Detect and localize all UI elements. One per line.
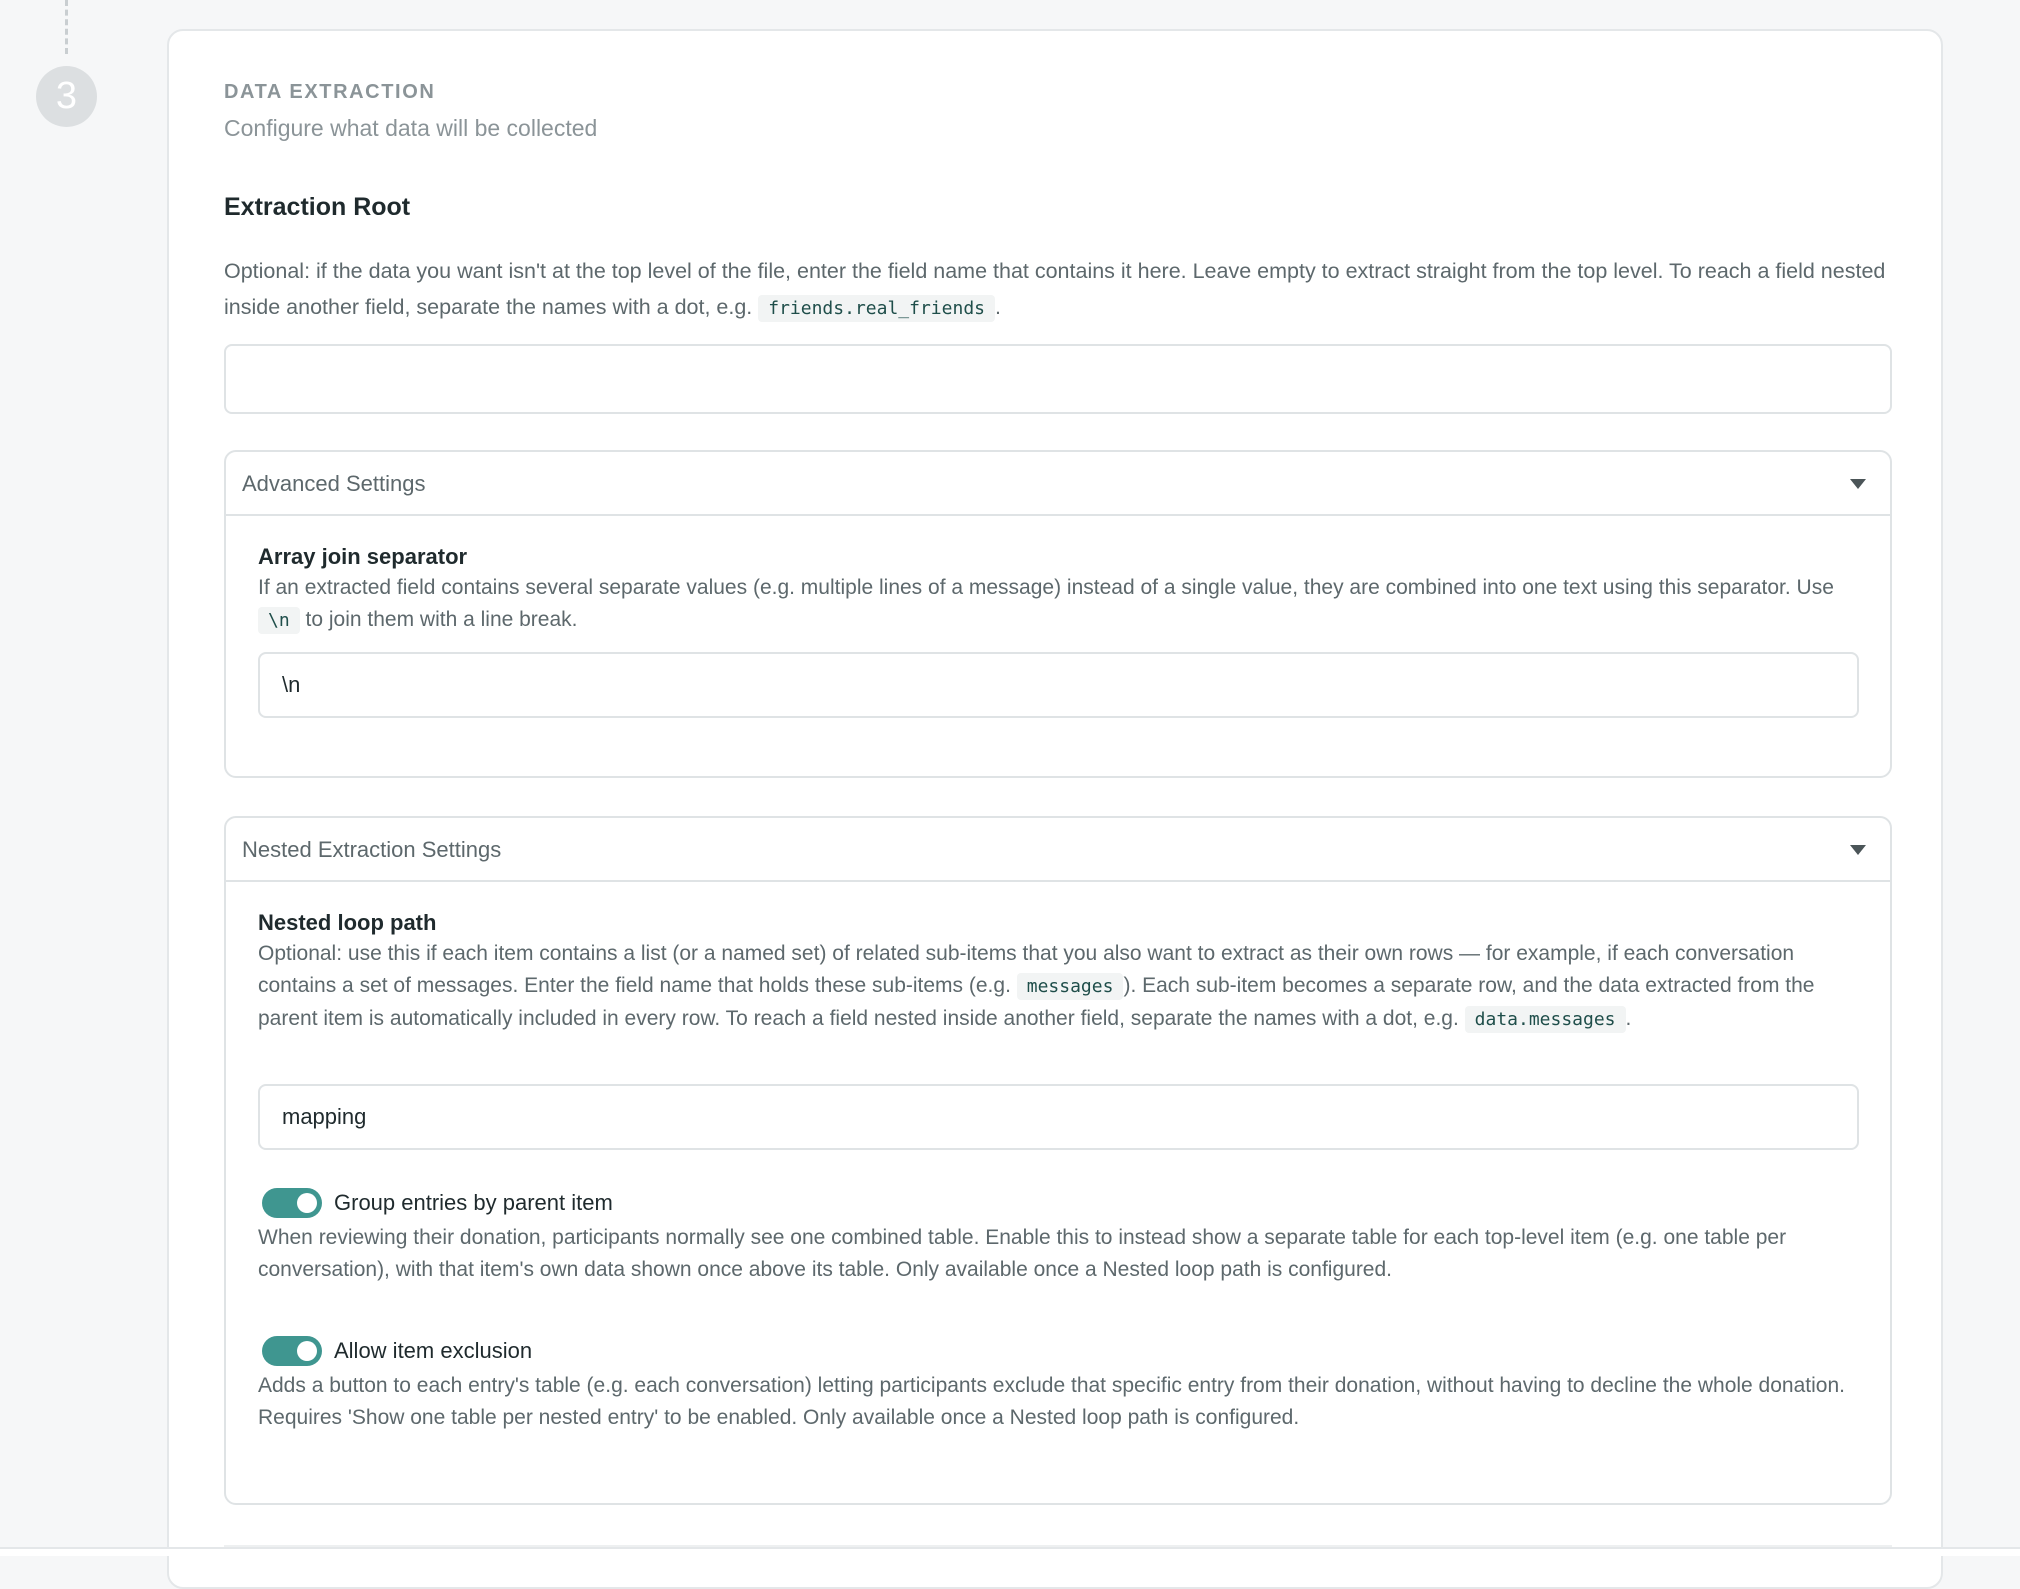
data-extraction-card [167,29,1943,1589]
bottom-edge [0,1547,2020,1556]
array-join-help-end: to join them with a line break. [299,608,578,631]
nested-loop-help-part1: Optional: use this if each item contains a list (or a named set) of related sub-items that you also want to extract as their own rows — for example, if each conversation contains a set of messages. Enter the field name that holds these sub-items (e.g. [258,942,1795,997]
allow-exclusion-label: Allow item exclusion [334,1338,533,1363]
group-entries-toggle[interactable] [262,1188,322,1218]
nested-loop-help-part3: . [1625,1007,1632,1030]
allow-exclusion-help: Adds a button to each entry's table (e.g. each conversation) letting participants exclude that specific entry from their donation, without having to decline the whole donation. Requires 'Show one table per nested entry' to be enabled. Only available once a Nested loop path is configured. [258,1374,1845,1429]
group-entries-help: When reviewing their donation, participants normally see one combined table. Enable this to instead show a separate table for each top-level item (e.g. one table per conversation), with that item's own data shown once above its table. Only available once a Nested loop path is configured. [258,1226,1787,1281]
advanced-settings-panel [224,450,1892,778]
array-join-example-code: \n [258,607,300,634]
allow-exclusion-toggle[interactable] [262,1336,322,1366]
nested-loop-example-code-messages: messages [1017,973,1124,1000]
nested-extraction-title: Nested Extraction Settings [242,837,502,862]
nested-loop-path-title: Nested loop path [258,910,437,935]
nested-loop-path-help [258,938,1868,1036]
extraction-root-example-code: friends.real_friends [758,295,995,322]
nested-loop-path-input[interactable]: mapping [258,1084,1859,1150]
extraction-root-input[interactable] [224,344,1892,414]
array-join-title: Array join separator [258,544,468,569]
chevron-down-icon[interactable] [1850,845,1866,855]
advanced-settings-title: Advanced Settings [242,471,426,496]
section-label: DATA EXTRACTION [224,81,436,103]
extraction-root-help-end: . [995,295,1001,319]
extraction-root-help [224,253,1892,327]
step-connector-line [65,0,68,54]
group-entries-label: Group entries by parent item [334,1190,613,1215]
section-subtitle: Configure what data will be collected [224,115,598,141]
nested-loop-example-code-data-messages: data.messages [1465,1006,1626,1033]
extraction-root-help-text: Optional: if the data you want isn't at the top level of the file, enter the field name that contains it here. Leave empty to extract straight from the top level. To reach a field nested inside another field, separate the names with a dot, e.g. [224,259,1886,319]
array-join-help-text: If an extracted field contains several separate values (e.g. multiple lines of a message) instead of a single value, they are combined into one text using this separator. Use [258,576,1834,599]
chevron-down-icon[interactable] [1850,479,1866,489]
step-number-badge: 3 [36,66,97,127]
array-join-help [258,572,1868,637]
array-join-separator-input[interactable]: \n [258,652,1859,718]
nested-extraction-panel [224,816,1892,1505]
advanced-settings-header[interactable] [226,452,1890,516]
extraction-root-title: Extraction Root [224,193,411,221]
nested-extraction-header[interactable] [226,818,1890,882]
nested-loop-help-part2: ). Each sub-item becomes a separate row, and the data extracted from the parent item is automatically included in every row. To reach a field nested inside another field, separate the names with a dot, e.g. [258,974,1815,1030]
